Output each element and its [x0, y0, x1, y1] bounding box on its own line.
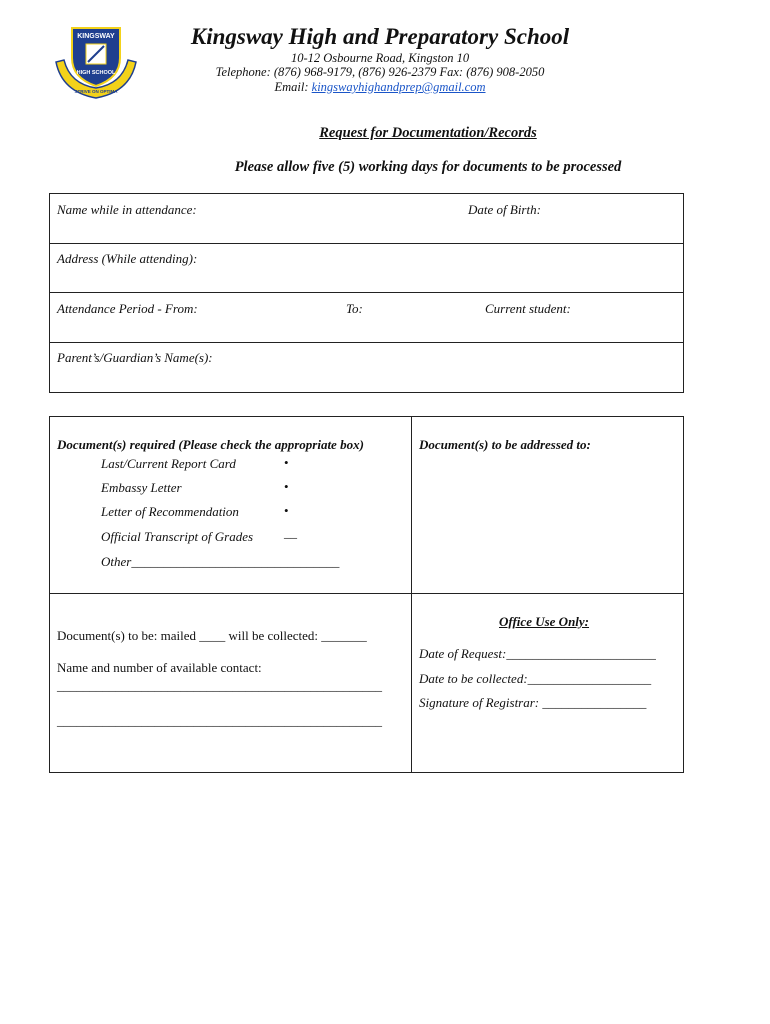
attendance-to-label: To:: [346, 301, 363, 316]
documents-addressed-heading: Document(s) to be addressed to:: [419, 437, 591, 452]
personal-info-table: [49, 193, 684, 393]
doc-check-report-card[interactable]: •: [284, 455, 289, 470]
guardian-field-label: Parent’s/Guardian’s Name(s):: [57, 350, 213, 365]
attendance-from-label: Attendance Period - From:: [57, 301, 198, 316]
documents-table: [49, 416, 684, 773]
dob-field-label: Date of Birth:: [468, 202, 541, 217]
contact-line-1[interactable]: __________________________________________________: [57, 678, 382, 693]
email-label: Email:: [274, 80, 309, 94]
date-to-collect-field[interactable]: Date to be collected:___________________: [419, 671, 652, 686]
row-divider: [50, 593, 683, 594]
doc-item-transcript: Official Transcript of Grades: [101, 529, 254, 544]
delivery-method-line[interactable]: Document(s) to be: mailed ____ will be collected: _______: [57, 628, 367, 643]
contact-label: Name and number of available contact:: [57, 660, 262, 675]
documents-required-heading: Document(s) required (Please check the appropriate box): [57, 437, 364, 452]
doc-item-report-card: Last/Current Report Card: [101, 456, 236, 471]
doc-item-embassy-letter: Embassy Letter: [101, 480, 182, 495]
crest-middle-text: HIGH SCHOOL: [76, 70, 116, 76]
school-name-title: Kingsway High and Preparatory School: [190, 24, 570, 49]
address-field-label: Address (While attending):: [57, 251, 198, 266]
registrar-signature-field[interactable]: Signature of Registrar: ________________: [419, 695, 647, 710]
column-divider: [411, 417, 412, 772]
school-address: 10-12 Osbourne Road, Kingston 10: [290, 51, 470, 65]
address-row: [50, 243, 683, 293]
doc-check-embassy-letter[interactable]: •: [284, 479, 289, 494]
doc-check-transcript[interactable]: __: [284, 525, 297, 540]
school-email-line: [150, 80, 610, 95]
name-field-label: Name while in attendance:: [57, 202, 197, 217]
crest-top-text: KINGSWAY: [77, 33, 115, 40]
contact-line-2[interactable]: __________________________________________________: [57, 713, 382, 728]
date-of-request-field[interactable]: Date of Request:_______________________: [419, 646, 656, 661]
request-title: Request for Documentation/Records: [319, 125, 537, 141]
current-student-label: Current student:: [485, 301, 571, 316]
doc-item-other[interactable]: Other________________________________: [101, 554, 340, 569]
guardian-row: [50, 342, 683, 391]
school-crest-logo: [52, 22, 140, 100]
crest-motto-text: STRIVE ON OPTIMA: [74, 89, 118, 94]
office-use-heading: Office Use Only:: [499, 614, 590, 629]
attendance-row: [50, 293, 683, 343]
doc-check-recommendation[interactable]: •: [284, 503, 289, 518]
processing-notice: Please allow five (5) working days for documents to be processed: [234, 159, 622, 175]
name-dob-row: [50, 194, 683, 244]
school-phone-fax: Telephone: (876) 968-9179, (876) 926-2379 Fax: (876) 908-2050: [215, 65, 545, 79]
doc-item-recommendation: Letter of Recommendation: [101, 504, 239, 519]
email-link[interactable]: kingswayhighandprep@gmail.com: [311, 80, 486, 94]
